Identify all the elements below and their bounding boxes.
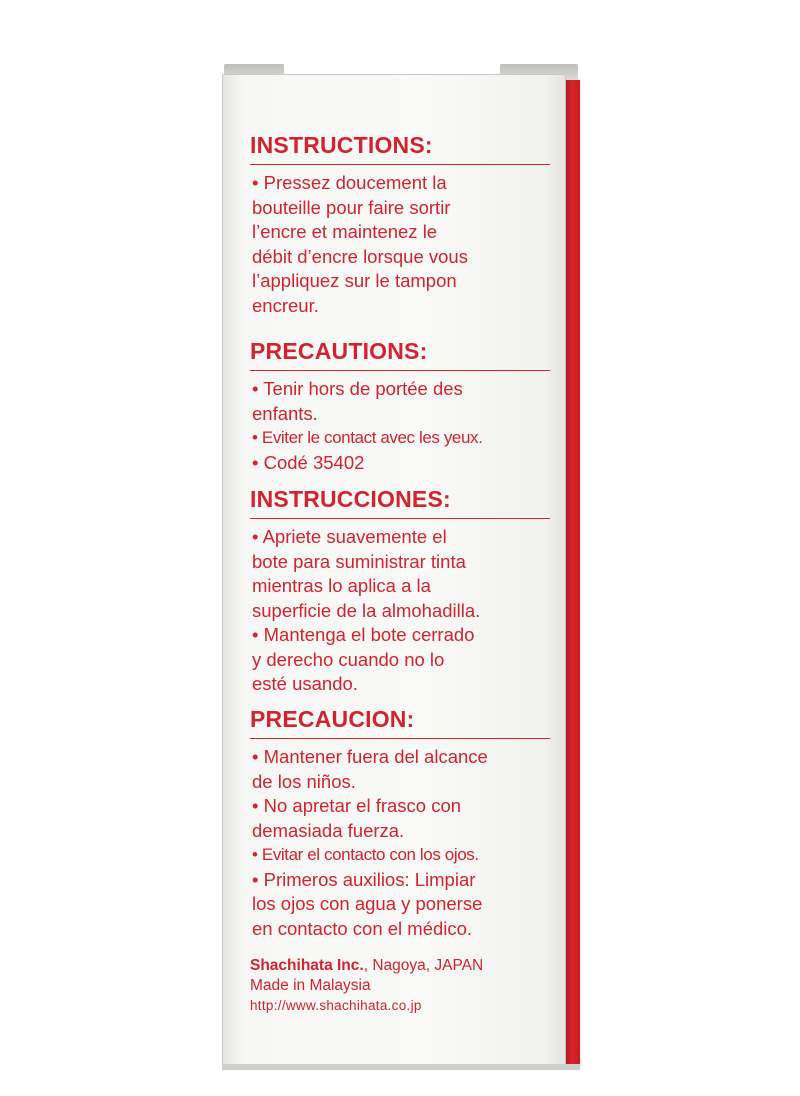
website-url: http://www.shachihata.co.jp	[250, 998, 422, 1013]
text-line: • Mantener fuera del alcance	[252, 746, 488, 767]
company-name: Shachihata Inc.	[250, 957, 364, 974]
heading-precaucion: PRECAUCION:	[250, 702, 550, 739]
precautions-fr-text	[250, 377, 550, 426]
box-red-side-edge	[566, 80, 580, 1066]
manufacturer-footer	[250, 956, 550, 1016]
first-aid-text	[250, 868, 550, 942]
text-line: demasiada fuerza.	[252, 819, 405, 841]
text-line: l’appliquez sur le tampon	[252, 270, 457, 291]
text-line: • Pressez doucement la	[252, 172, 447, 193]
text-line: superficie de la almohadilla.	[252, 599, 481, 621]
text-line: los ojos con agua y ponerse	[252, 893, 483, 914]
text-line: • Tenir hors de portée des	[252, 378, 463, 399]
text-line: enfants.	[252, 402, 318, 424]
text-line-condensed: • Evitar el contacto con los ojos.	[252, 845, 479, 864]
text-line: encreur.	[252, 294, 319, 316]
text-line: bouteille pour faire sortir	[252, 196, 451, 218]
section-precautions-fr	[250, 334, 550, 472]
text-line: y derecho cuando no lo	[252, 648, 445, 670]
heading-instrucciones: INSTRUCCIONES:	[250, 482, 550, 519]
product-code: • Codé 35402	[252, 451, 365, 473]
text-line: esté usando.	[252, 673, 358, 694]
made-in-line: Made in Malaysia	[250, 977, 371, 994]
section-instructions-fr	[250, 128, 550, 324]
text-line: bote para suministrar tinta	[252, 550, 466, 572]
text-line: débit d’encre lorsque vous	[252, 245, 468, 267]
heading-precautions: PRECAUTIONS:	[250, 334, 550, 371]
company-location: , Nagoya, JAPAN	[363, 957, 484, 974]
section-precaucion-es	[250, 702, 550, 946]
text-line: de los niños.	[252, 770, 356, 792]
precaucion-es-text	[250, 745, 550, 843]
text-line: • Mantenga el bote cerrado	[252, 624, 475, 645]
text-line: • Primeros auxilios: Limpiar	[252, 868, 476, 890]
text-line-condensed: • Eviter le contact avec les yeux.	[252, 428, 483, 447]
instrucciones-es-text	[250, 525, 550, 697]
text-line: • No apretar el frasco con	[252, 795, 462, 816]
instructions-fr-text	[250, 171, 550, 318]
text-line: en contacto con el médico.	[252, 917, 473, 939]
text-line: • Apriete suavemente el	[252, 526, 447, 547]
box-bottom-edge	[222, 1064, 580, 1070]
section-instrucciones-es	[250, 482, 550, 692]
box-printed-text	[250, 128, 550, 1016]
manufacturer-line	[250, 956, 550, 976]
text-line: l’encre et maintenez le	[252, 221, 438, 242]
text-line: mientras lo aplica a la	[252, 575, 431, 596]
heading-instructions: INSTRUCTIONS:	[250, 128, 550, 165]
